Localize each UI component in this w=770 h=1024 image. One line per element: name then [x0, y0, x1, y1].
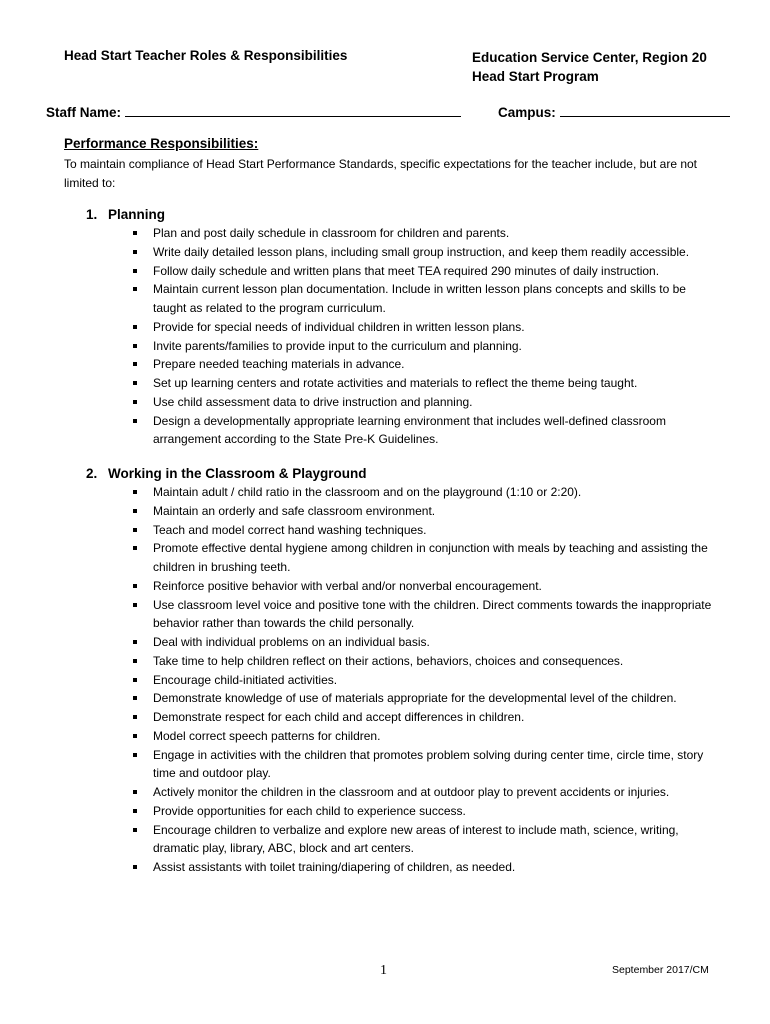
- list-item-text: Promote effective dental hygiene among children in conjunction with meals by teaching and assisting the children in brushing teeth.: [153, 541, 708, 574]
- bullet-square-icon: [133, 696, 137, 700]
- list-item: [86, 262, 716, 281]
- list-item: [86, 224, 716, 243]
- list-item-text: Deal with individual problems on an individual basis.: [153, 635, 430, 649]
- list-item-text: Invite parents/families to provide input to the curriculum and planning.: [153, 338, 522, 353]
- bullet-square-icon: [133, 269, 137, 273]
- bullet-square-icon: [133, 287, 137, 291]
- bullet-square-icon: [133, 490, 137, 494]
- list-item-text: Provide for special needs of individual children in written lesson plans.: [153, 319, 525, 334]
- staff-name-blank[interactable]: [125, 104, 461, 117]
- organization-name: Education Service Center, Region 20: [472, 50, 707, 65]
- list-item-text: Demonstrate knowledge of use of materials appropriate for the developmental level of the children.: [153, 691, 677, 706]
- list-item: [86, 243, 716, 262]
- list-item-text: Encourage children to verbalize and explore new areas of interest to include math, science, writing, dramatic play, library, ABC, block and art centers.: [153, 822, 679, 856]
- list-item-text: Set up learning centers and rotate activities and materials to reflect the theme being taught.: [153, 376, 638, 390]
- list-item-text: Use child assessment data to drive instruction and planning.: [153, 394, 473, 409]
- list-item: [86, 689, 716, 708]
- list-item-text: Provide opportunities for each child to experience success.: [153, 803, 466, 818]
- document-title: Head Start Teacher Roles & Responsibilities: [64, 48, 348, 63]
- bullet-square-icon: [133, 603, 137, 607]
- list-item-text: Reinforce positive behavior with verbal and/or nonverbal encouragement.: [153, 578, 542, 593]
- bullet-square-icon: [133, 325, 137, 329]
- performance-heading: Performance Responsibilities:: [64, 136, 259, 151]
- bullet-list: [86, 483, 716, 877]
- bullet-square-icon: [133, 400, 137, 404]
- list-item: [86, 746, 716, 784]
- bullet-square-icon: [133, 546, 137, 550]
- bullet-square-icon: [133, 809, 137, 813]
- campus-field: [498, 104, 730, 120]
- list-item: [86, 802, 716, 821]
- bullet-square-icon: [133, 865, 137, 869]
- list-item: [86, 318, 716, 337]
- section-classroom-playground: [86, 466, 716, 877]
- bullet-square-icon: [133, 231, 137, 235]
- campus-label: Campus:: [498, 105, 556, 120]
- list-item-text: Plan and post daily schedule in classroom for children and parents.: [153, 226, 510, 240]
- bullet-square-icon: [133, 362, 137, 366]
- bullet-square-icon: [133, 344, 137, 348]
- list-item: [86, 727, 716, 746]
- list-item-text: Engage in activities with the children that promotes problem solving during center time, circle time, story time and outdoor play.: [153, 747, 704, 781]
- list-item: [86, 280, 716, 318]
- list-item: [86, 708, 716, 727]
- bullet-list: [86, 224, 716, 449]
- section-title: [86, 207, 716, 222]
- list-item-text: Actively monitor the children in the classroom and at outdoor play to prevent accidents or injuries.: [153, 785, 670, 799]
- bullet-square-icon: [133, 584, 137, 588]
- list-item: [86, 783, 716, 802]
- list-item-text: Take time to help children reflect on their actions, behaviors, choices and consequences.: [153, 653, 624, 668]
- organization-block: [472, 48, 707, 86]
- staff-name-field: [46, 104, 461, 120]
- section-title: [86, 466, 716, 481]
- footer-date: September 2017/CM: [612, 964, 709, 976]
- list-item-text: Maintain an orderly and safe classroom environment.: [153, 503, 436, 518]
- bullet-square-icon: [133, 419, 137, 423]
- bullet-square-icon: [133, 509, 137, 513]
- section-number: 2.: [86, 466, 98, 481]
- list-item-text: Encourage child-initiated activities.: [153, 672, 338, 687]
- list-item: [86, 412, 716, 450]
- list-item-text: Use classroom level voice and positive tone with the children. Direct comments towards the inappropriate behavior rather than towards the child personally.: [153, 597, 712, 631]
- bullet-square-icon: [133, 528, 137, 532]
- list-item: [86, 337, 716, 356]
- section-number: 1.: [86, 207, 98, 222]
- list-item-text: Write daily detailed lesson plans, including small group instruction, and keep them readily accessible.: [153, 244, 690, 259]
- bullet-square-icon: [133, 734, 137, 738]
- bullet-square-icon: [133, 250, 137, 254]
- list-item-text: Maintain adult / child ratio in the classroom and on the playground (1:10 or 2:20).: [153, 485, 582, 499]
- page-number: 1: [380, 963, 387, 978]
- list-item: [86, 355, 716, 374]
- list-item-text: Model correct speech patterns for children.: [153, 728, 381, 743]
- list-item: [86, 393, 716, 412]
- list-item: [86, 374, 716, 393]
- bullet-square-icon: [133, 640, 137, 644]
- bullet-square-icon: [133, 828, 137, 832]
- list-item: [86, 483, 716, 502]
- section-planning: [86, 207, 716, 449]
- staff-name-label: Staff Name:: [46, 105, 122, 120]
- list-item-text: Teach and model correct hand washing techniques.: [153, 522, 427, 537]
- list-item: [86, 577, 716, 596]
- bullet-square-icon: [133, 790, 137, 794]
- list-item: [86, 652, 716, 671]
- section-title-text: Working in the Classroom & Playground: [108, 466, 367, 481]
- list-item: [86, 596, 716, 634]
- section-title-text: Planning: [108, 207, 165, 222]
- program-name: Head Start Program: [472, 69, 599, 84]
- bullet-square-icon: [133, 659, 137, 663]
- bullet-square-icon: [133, 715, 137, 719]
- campus-blank[interactable]: [560, 104, 730, 117]
- list-item: [86, 521, 716, 540]
- bullet-square-icon: [133, 678, 137, 682]
- list-item-text: Follow daily schedule and written plans that meet TEA required 290 minutes of daily instruction.: [153, 263, 660, 278]
- list-item: [86, 502, 716, 521]
- list-item-text: Demonstrate respect for each child and accept differences in children.: [153, 710, 525, 724]
- list-item: [86, 633, 716, 652]
- bullet-square-icon: [133, 381, 137, 385]
- list-item-text: Prepare needed teaching materials in advance.: [153, 357, 405, 372]
- list-item: [86, 858, 716, 877]
- bullet-square-icon: [133, 753, 137, 757]
- list-item: [86, 539, 716, 577]
- list-item: [86, 671, 716, 690]
- list-item: [86, 821, 716, 859]
- list-item-text: Assist assistants with toilet training/diapering of children, as needed.: [153, 860, 516, 874]
- list-item-text: Maintain current lesson plan documentation. Include in written lesson plans concepts and skills to be taught as related to the program curriculum.: [153, 282, 686, 315]
- list-item-text: Design a developmentally appropriate learning environment that includes well-defined classroom arrangement according to the State Pre-K Guidelines.: [153, 413, 666, 447]
- intro-paragraph: To maintain compliance of Head Start Performance Standards, specific expectations for the teacher include, but are not limited to:: [64, 157, 698, 190]
